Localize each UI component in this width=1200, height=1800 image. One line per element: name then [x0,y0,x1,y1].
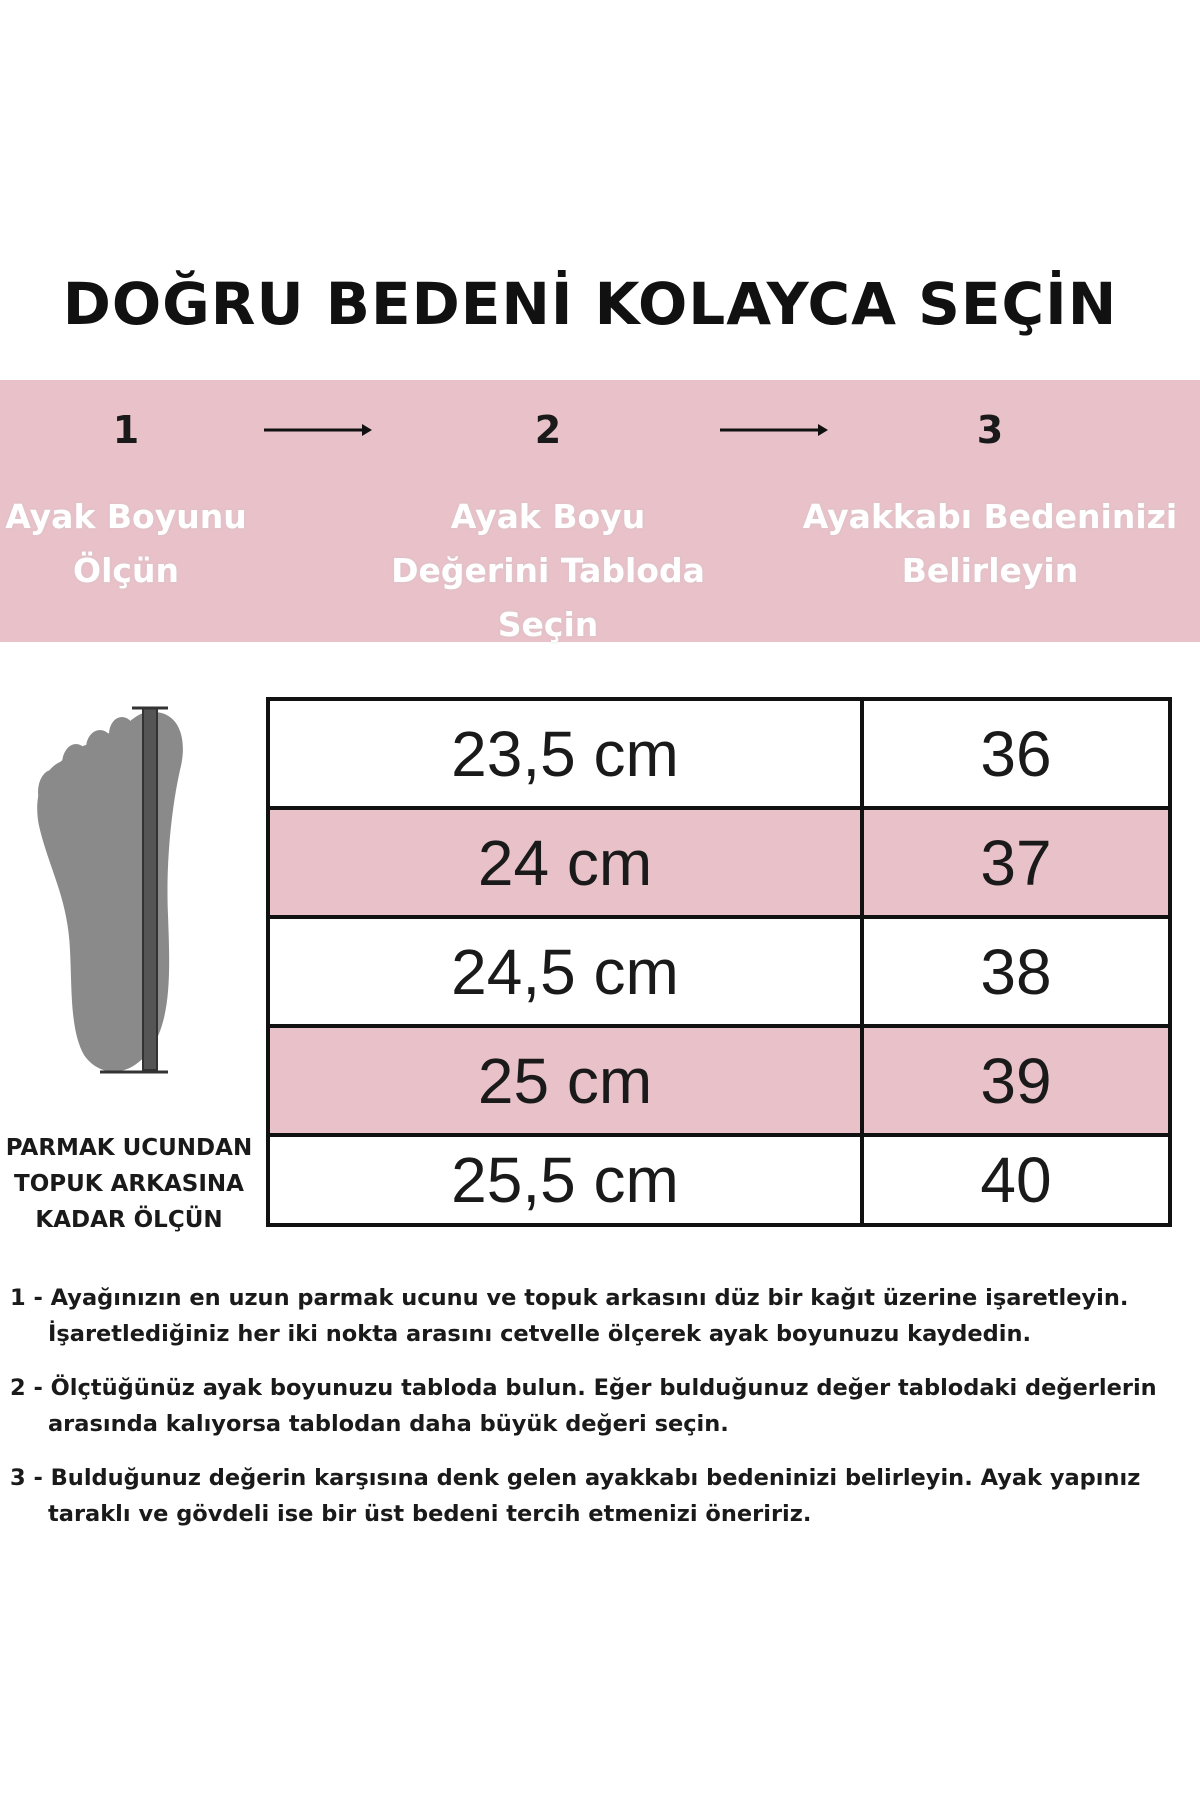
instruction-3-line1: 3 - Bulduğunuz değerin karşısına denk gelen ayakkabı bedeninizi belirleyin. Ayak yapınız [10,1465,1141,1491]
instruction-1-line2: İşaretlediğiniz her iki nokta arasını cetvelle ölçerek ayak boyunuzu kaydedin. [48,1321,1032,1347]
table-row [270,1028,1168,1133]
size-cell: 37 [980,826,1052,899]
length-cell: 25 cm [270,1028,864,1133]
length-cell: 23,5 cm [270,701,864,806]
step-3-line2: Belirleyin [901,551,1079,590]
instruction-1-line1: 1 - Ayağınızın en uzun parmak ucunu ve topuk arkasını düz bir kağıt üzerine işaretleyin. [10,1285,1129,1311]
foot-caption-line1: PARMAK UCUNDAN [5,1135,253,1161]
table-row [270,810,1168,915]
foot-caption-line3: KADAR ÖLÇÜN [35,1207,223,1233]
length-cell: 24,5 cm [270,919,864,1024]
foot-caption [0,1130,258,1238]
step-2-text [348,490,748,652]
size-cell: 36 [980,717,1052,790]
steps-band [0,380,1200,642]
size-cell: 40 [980,1144,1052,1216]
instruction-item [10,1280,1190,1352]
step-3-number: 3 [976,408,1004,452]
arrow-right-icon [262,420,374,440]
step-3-text [790,490,1190,598]
step-1-line2: Ölçün [73,551,179,590]
step-1-line1: Ayak Boyunu [5,497,247,536]
size-table [266,697,1172,1227]
instruction-item [10,1370,1190,1442]
size-cell: 39 [980,1044,1052,1117]
instruction-2-line2: arasında kalıyorsa tablodan daha büyük değeri seçin. [48,1411,729,1437]
length-cell: 24 cm [270,810,864,915]
step-2-line2: Değerini Tabloda Seçin [391,551,705,644]
length-cell: 25,5 cm [270,1137,864,1223]
step-1-text [0,490,326,598]
size-cell: 38 [980,935,1052,1008]
table-row [270,1137,1168,1223]
foot-caption-line2: TOPUK ARKASINA [14,1171,244,1197]
instructions [10,1280,1190,1550]
instruction-item [10,1460,1190,1532]
step-3-line1: Ayakkabı Bedeninizi [802,497,1178,536]
instruction-3-line2: taraklı ve gövdeli ise bir üst bedeni tercih etmenizi öneririz. [48,1501,812,1527]
step-2-number: 2 [534,408,562,452]
page-title: DOĞRU BEDENİ KOLAYCA SEÇİN [62,270,1118,338]
step-2-line1: Ayak Boyu [450,497,646,536]
step-1-number: 1 [112,408,140,452]
table-row [270,701,1168,806]
table-row [270,919,1168,1024]
instruction-2-line1: 2 - Ölçtüğünüz ayak boyunuzu tabloda bulun. Eğer bulduğunuz değer tablodaki değerlerin [10,1375,1157,1401]
arrow-right-icon [718,420,830,440]
foot-measure-icon [20,700,200,1100]
